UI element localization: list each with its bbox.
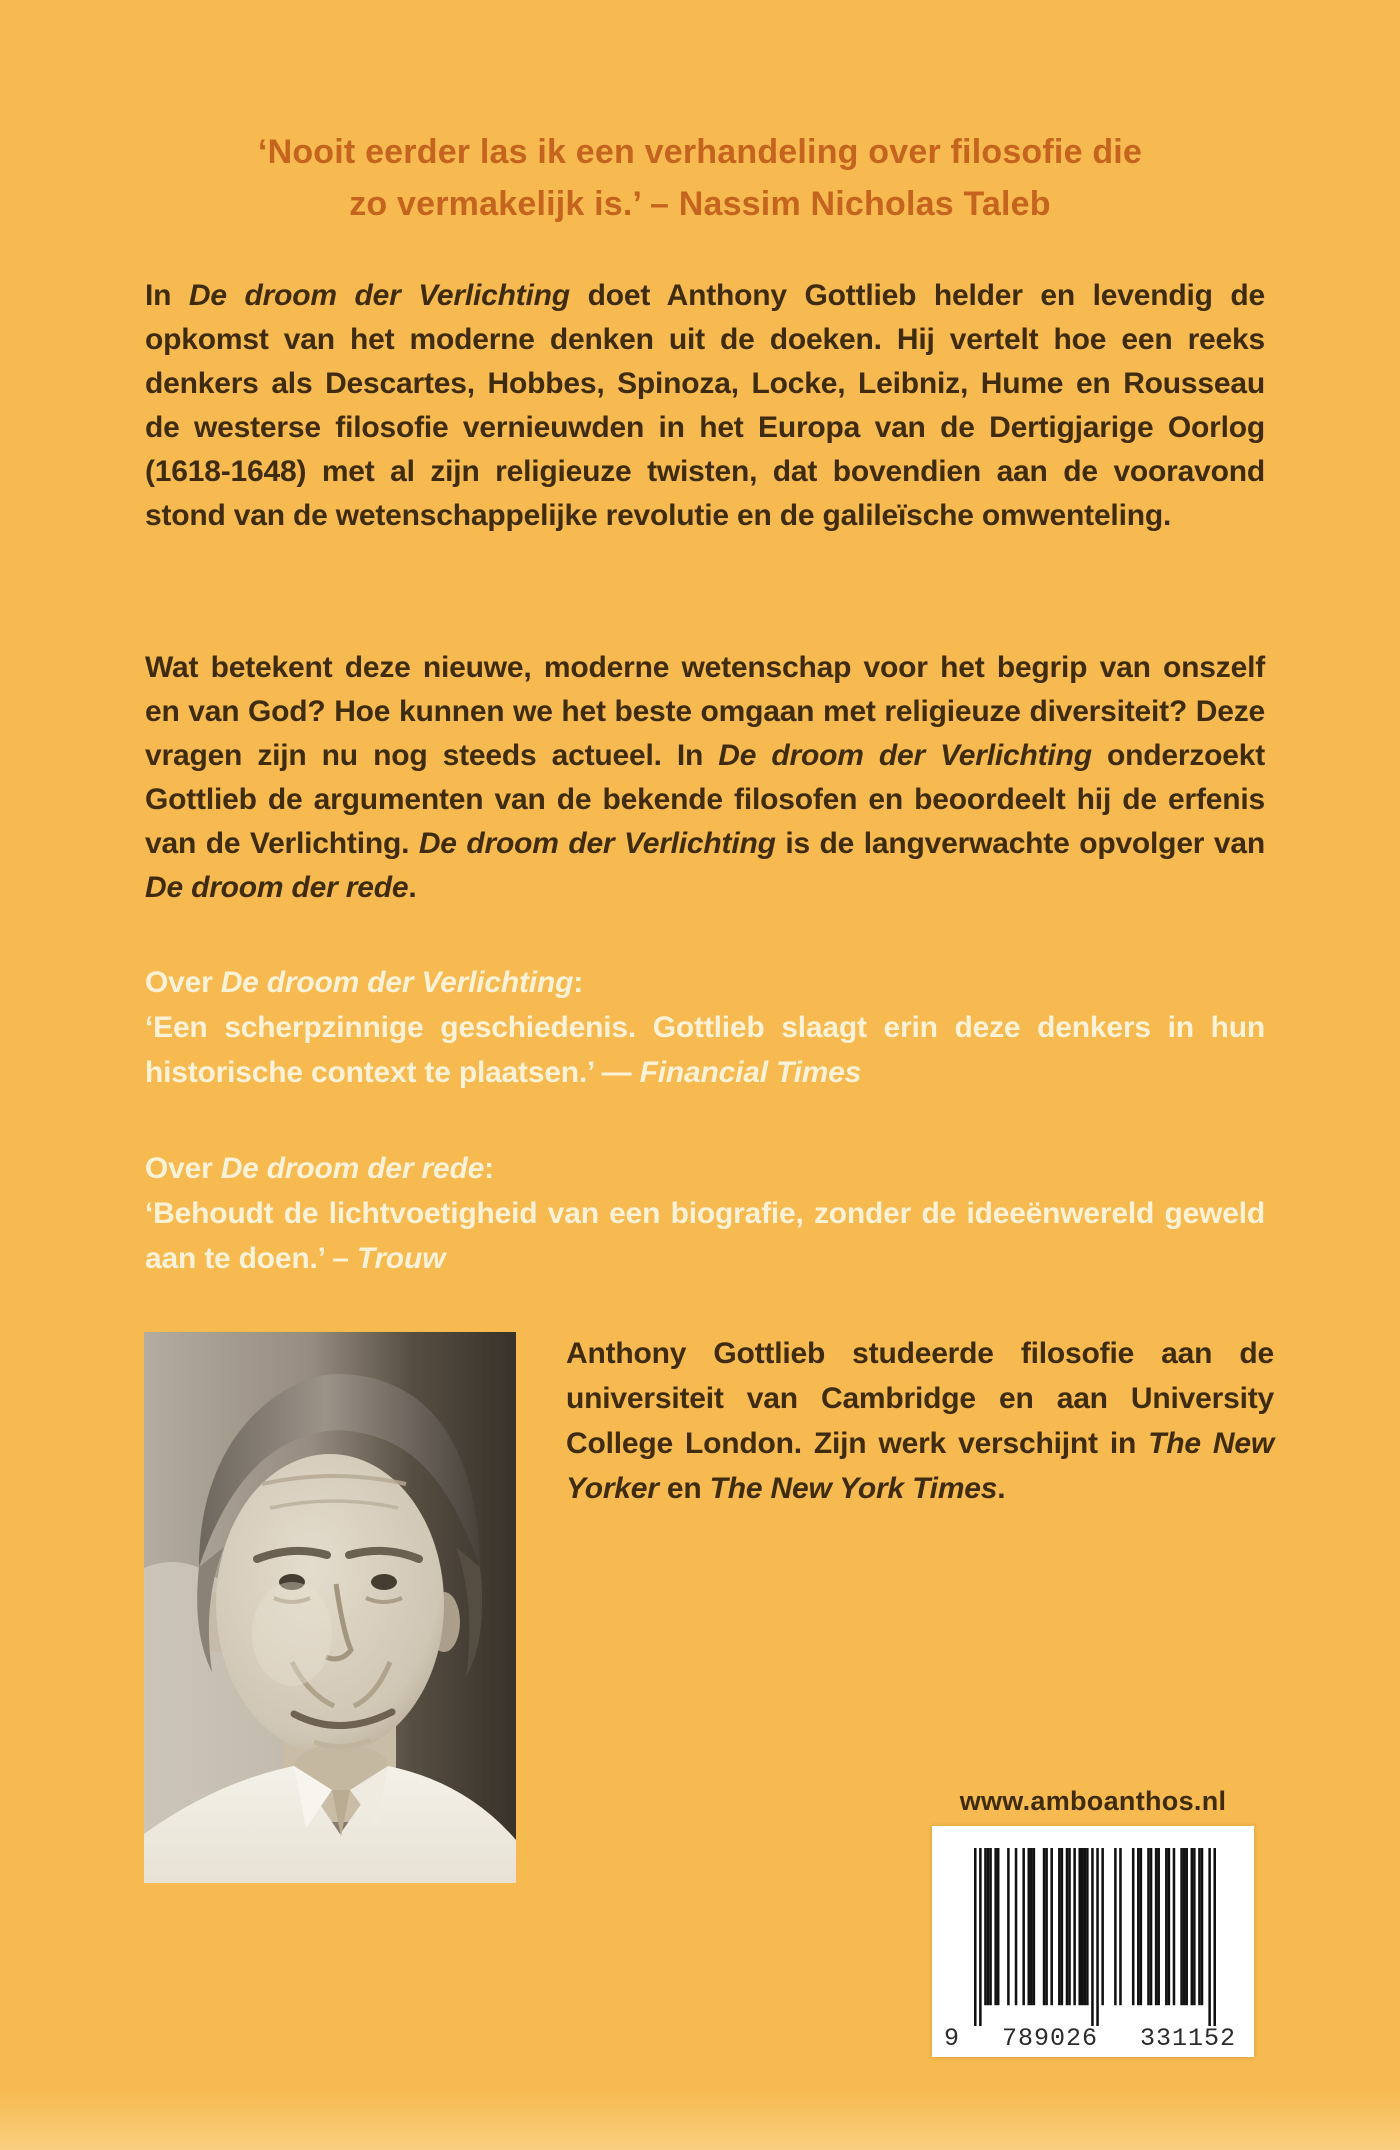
review-verlichting-quote: ‘Een scherpzinnige geschiedenis. Gottlieb slaagt erin deze denkers in hun historische context te plaatsen.’ — Financial Times xyxy=(145,1011,1265,1089)
review-verlichting-heading: Over De droom der Verlichting: xyxy=(145,966,583,999)
synopsis-paragraph-1: In De droom der Verlichting doet Anthony Gottlieb helder en levendig de opkomst van het moderne denken uit de doeken. Hij vertelt hoe een reeks denkers als Descartes, Hobbes, Spinoza, Locke, Leibniz, Hume en Rousseau de westerse filosofie vernieuwden in het Europa van de Dertigjarige Oorlog (1618-1648) met al zijn religieuze twisten, dat bovendien aan de vooravond stond van de wetenschappelijke revolutie en de galileïsche omwenteling. xyxy=(145,279,1265,532)
author-bio: Anthony Gottlieb studeerde filosofie aan de universiteit van Cambridge en aan University College London. Zijn werk verschijnt in The New Yorker en The New York Times. xyxy=(566,1337,1274,1505)
barcode xyxy=(932,1826,1254,2057)
barcode-bars xyxy=(974,1848,1216,2026)
synopsis-paragraph-2: Wat betekent deze nieuwe, moderne wetenschap voor het begrip van onszelf en van God? Hoe kunnen we het beste omgaan met religieuze diversiteit? Deze vragen zijn nu nog steeds actueel. In De droom der Verlichting onderzoekt Gottlieb de argumenten van de bekende filosofen en beoordeelt hij de erfenis van de Verlichting. De droom der Verlichting is de langverwachte opvolger van De droom der rede. xyxy=(145,651,1265,904)
review-verlichting xyxy=(145,960,1265,1095)
isbn-group-1: 789026 xyxy=(1001,2024,1098,2053)
author-photo xyxy=(144,1332,516,1883)
review-rede-quote: ‘Behoudt de lichtvoetigheid van een biografie, zonder de ideeënwereld geweld aan te doen.’ – Trouw xyxy=(145,1197,1265,1275)
taleb-quote-line1: ‘Nooit eerder las ik een verhandeling over filosofie die xyxy=(257,133,1143,171)
review-rede-heading: Over De droom der rede: xyxy=(145,1152,494,1185)
author-portrait-illustration xyxy=(144,1332,516,1883)
isbn-group-2: 331152 xyxy=(1139,2024,1236,2053)
scan-glare xyxy=(0,2090,1400,2150)
isbn-number xyxy=(944,2024,1236,2053)
taleb-quote xyxy=(0,126,1400,230)
taleb-quote-line2: zo vermakelijk is.’ – Nassim Nicholas Taleb xyxy=(349,185,1051,223)
review-rede xyxy=(145,1146,1265,1281)
isbn-check-digit: 9 xyxy=(944,2024,961,2053)
publisher-website: www.amboanthos.nl xyxy=(959,1786,1227,1816)
